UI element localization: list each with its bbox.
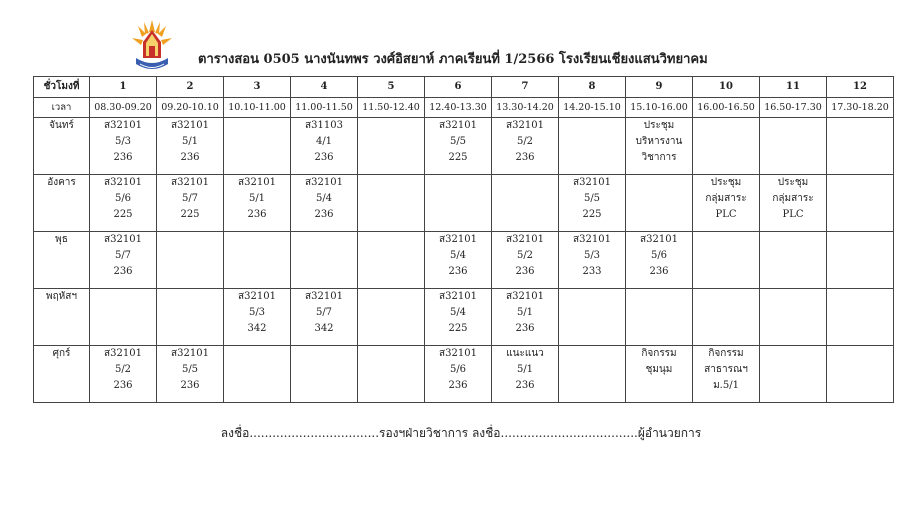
schedule-cell (425, 175, 492, 232)
document-title: ตารางสอน 0505 นางนันทพร วงศ์อิสยาห์ ภาคเรียนที่ 1/2566 โรงเรียนเชียงแสนวิทยาคม (198, 52, 708, 67)
schedule-cell (224, 118, 291, 175)
day-row (34, 118, 894, 175)
cell-line: PLC (782, 209, 804, 220)
period-number: 10 (693, 77, 760, 98)
schedule-cell (358, 118, 425, 175)
schedule-cell (425, 289, 492, 346)
schedule-cell (157, 289, 224, 346)
cell-line: 5/6 (114, 193, 132, 204)
cell-line: 5/5 (449, 136, 467, 147)
cell-line: 5/1 (516, 364, 534, 375)
time-slot: 14.20-15.10 (559, 98, 626, 118)
period-number: 3 (224, 77, 291, 98)
cell-line: 236 (113, 152, 133, 163)
cell-line: 5/2 (114, 364, 132, 375)
cell-line: ส32101 (439, 348, 477, 359)
schedule-cell (760, 175, 827, 232)
schedule-cell (827, 118, 894, 175)
cell-line: ส32101 (171, 177, 209, 188)
timetable (33, 76, 894, 403)
cell-line: 236 (113, 266, 133, 277)
cell-line: 5/6 (449, 364, 467, 375)
period-number: 7 (492, 77, 559, 98)
cell-line: 5/7 (315, 307, 333, 318)
cell-line: ส32101 (506, 234, 544, 245)
schedule-cell (358, 232, 425, 289)
day-row (34, 232, 894, 289)
schedule-cell (760, 289, 827, 346)
schedule-cell (90, 175, 157, 232)
cell-line: 236 (314, 209, 334, 220)
cell-line: กลุ่มสาระ (705, 193, 747, 204)
schedule-cell (291, 175, 358, 232)
day-name: ศุกร์ (34, 346, 90, 403)
schedule-cell (157, 232, 224, 289)
schedule-cell (760, 346, 827, 403)
cell-line: 225 (582, 209, 602, 220)
schedule-cell (291, 346, 358, 403)
schedule-cell (693, 175, 760, 232)
cell-line: 236 (180, 380, 200, 391)
cell-line: ส32101 (305, 291, 343, 302)
schedule-cell (559, 118, 626, 175)
schedule-cell (559, 232, 626, 289)
schedule-cell (626, 232, 693, 289)
schedule-cell (693, 118, 760, 175)
time-slot: 12.40-13.30 (425, 98, 492, 118)
time-slot: 17.30-18.20 (827, 98, 894, 118)
cell-line: PLC (715, 209, 737, 220)
cell-line: ส32101 (104, 234, 142, 245)
cell-line: ม.5/1 (713, 380, 739, 391)
cell-line: ชุมนุม (645, 364, 673, 375)
time-label: เวลา (34, 98, 90, 118)
cell-line: ส32101 (238, 177, 276, 188)
cell-line: 236 (247, 209, 267, 220)
schedule-cell (90, 232, 157, 289)
schedule-cell (291, 289, 358, 346)
schedule-cell (358, 346, 425, 403)
signature-line: ลงชื่อ..................................รองฯฝ่ายวิชาการ ลงชื่อ....................................ผู้อำนวยการ (220, 426, 702, 440)
cell-line: 5/4 (315, 193, 333, 204)
period-number: 5 (358, 77, 425, 98)
cell-line: ส32101 (238, 291, 276, 302)
period-number: 9 (626, 77, 693, 98)
cell-line: 342 (314, 323, 334, 334)
cell-line: 5/6 (650, 250, 668, 261)
period-number: 11 (760, 77, 827, 98)
cell-line: กิจกรรม (641, 348, 677, 359)
schedule-cell (358, 175, 425, 232)
cell-line: ส32101 (573, 234, 611, 245)
cell-line: 225 (113, 209, 133, 220)
schedule-cell (492, 289, 559, 346)
time-slot: 13.30-14.20 (492, 98, 559, 118)
cell-line: ส31103 (305, 120, 343, 131)
time-slot: 10.10-11.00 (224, 98, 291, 118)
cell-line: 225 (180, 209, 200, 220)
day-name: พุธ (34, 232, 90, 289)
cell-line: ส32101 (104, 177, 142, 188)
cell-line: ส32101 (305, 177, 343, 188)
time-slot: 09.20-10.10 (157, 98, 224, 118)
schedule-cell (827, 175, 894, 232)
cell-line: 5/1 (516, 307, 534, 318)
schedule-cell (827, 232, 894, 289)
day-name: อังคาร (34, 175, 90, 232)
schedule-cell (157, 346, 224, 403)
time-slot: 16.00-16.50 (693, 98, 760, 118)
period-header-row (34, 77, 894, 98)
cell-line: วิชาการ (641, 152, 677, 163)
cell-line: 236 (180, 152, 200, 163)
cell-line: กลุ่มสาระ (772, 193, 814, 204)
cell-line: ประชุม (710, 177, 742, 188)
schedule-cell (425, 232, 492, 289)
cell-line: 236 (113, 380, 133, 391)
schedule-cell (693, 232, 760, 289)
time-slot: 15.10-16.00 (626, 98, 693, 118)
cell-line: ส32101 (104, 120, 142, 131)
schedule-cell (157, 118, 224, 175)
school-logo (130, 18, 174, 78)
cell-line: 225 (448, 323, 468, 334)
cell-line: 233 (582, 266, 602, 277)
schedule-cell (626, 175, 693, 232)
day-name: จันทร์ (34, 118, 90, 175)
schedule-cell (224, 346, 291, 403)
period-number: 2 (157, 77, 224, 98)
day-row (34, 175, 894, 232)
period-label: ชั่วโมงที่ (34, 77, 90, 98)
cell-line: 5/3 (248, 307, 266, 318)
cell-line: 5/4 (449, 250, 467, 261)
cell-line: 5/3 (114, 136, 132, 147)
cell-line: ประชุม (777, 177, 809, 188)
schedule-cell (760, 232, 827, 289)
period-number: 12 (827, 77, 894, 98)
period-number: 6 (425, 77, 492, 98)
cell-line: 236 (649, 266, 669, 277)
schedule-cell (559, 175, 626, 232)
cell-line: 4/1 (315, 136, 333, 147)
cell-line: 236 (515, 266, 535, 277)
schedule-cell (425, 118, 492, 175)
time-row (34, 98, 894, 118)
time-slot: 08.30-09.20 (90, 98, 157, 118)
schedule-cell (559, 346, 626, 403)
day-row (34, 289, 894, 346)
cell-line: ส32101 (506, 120, 544, 131)
schedule-cell (693, 346, 760, 403)
schedule-cell (626, 346, 693, 403)
schedule-cell (224, 232, 291, 289)
cell-line: 236 (515, 323, 535, 334)
cell-line: ประชุม (643, 120, 675, 131)
cell-line: 236 (314, 152, 334, 163)
cell-line: 5/4 (449, 307, 467, 318)
schedule-cell (827, 289, 894, 346)
time-slot: 11.00-11.50 (291, 98, 358, 118)
schedule-cell (559, 289, 626, 346)
schedule-cell (626, 289, 693, 346)
schedule-cell (626, 118, 693, 175)
schedule-cell (492, 175, 559, 232)
schedule-cell (693, 289, 760, 346)
cell-line: ส32101 (439, 291, 477, 302)
period-number: 1 (90, 77, 157, 98)
time-slot: 11.50-12.40 (358, 98, 425, 118)
cell-line: บริหารงาน (635, 136, 683, 147)
cell-line: แนะแนว (506, 348, 544, 359)
schedule-cell (291, 232, 358, 289)
schedule-cell (358, 289, 425, 346)
cell-line: 5/2 (516, 136, 534, 147)
schedule-cell (425, 346, 492, 403)
cell-line: 5/5 (181, 364, 199, 375)
cell-line: ส32101 (171, 348, 209, 359)
cell-line: 236 (515, 152, 535, 163)
cell-line: ส32101 (640, 234, 678, 245)
cell-line: 5/7 (181, 193, 199, 204)
cell-line: 5/2 (516, 250, 534, 261)
schedule-cell (90, 289, 157, 346)
schedule-cell (827, 346, 894, 403)
cell-line: 5/1 (248, 193, 266, 204)
period-number: 8 (559, 77, 626, 98)
cell-line: 236 (448, 266, 468, 277)
period-number: 4 (291, 77, 358, 98)
time-slot: 16.50-17.30 (760, 98, 827, 118)
cell-line: สาธารณฯ (704, 364, 748, 375)
cell-line: 5/5 (583, 193, 601, 204)
cell-line: ส32101 (573, 177, 611, 188)
cell-line: ส32101 (439, 234, 477, 245)
cell-line: 236 (515, 380, 535, 391)
schedule-cell (157, 175, 224, 232)
schedule-cell (492, 118, 559, 175)
cell-line: 342 (247, 323, 267, 334)
cell-line: 5/7 (114, 250, 132, 261)
cell-line: 236 (448, 380, 468, 391)
cell-line: ส32101 (104, 348, 142, 359)
schedule-cell (224, 175, 291, 232)
schedule-cell (224, 289, 291, 346)
cell-line: ส32101 (506, 291, 544, 302)
schedule-cell (760, 118, 827, 175)
cell-line: ส32101 (171, 120, 209, 131)
schedule-cell (492, 232, 559, 289)
schedule-cell (291, 118, 358, 175)
cell-line: กิจกรรม (708, 348, 744, 359)
cell-line: 5/1 (181, 136, 199, 147)
schedule-cell (90, 118, 157, 175)
schedule-cell (90, 346, 157, 403)
day-name: พฤหัสฯ (34, 289, 90, 346)
schedule-cell (492, 346, 559, 403)
cell-line: ส32101 (439, 120, 477, 131)
cell-line: 225 (448, 152, 468, 163)
cell-line: 5/3 (583, 250, 601, 261)
day-row (34, 346, 894, 403)
